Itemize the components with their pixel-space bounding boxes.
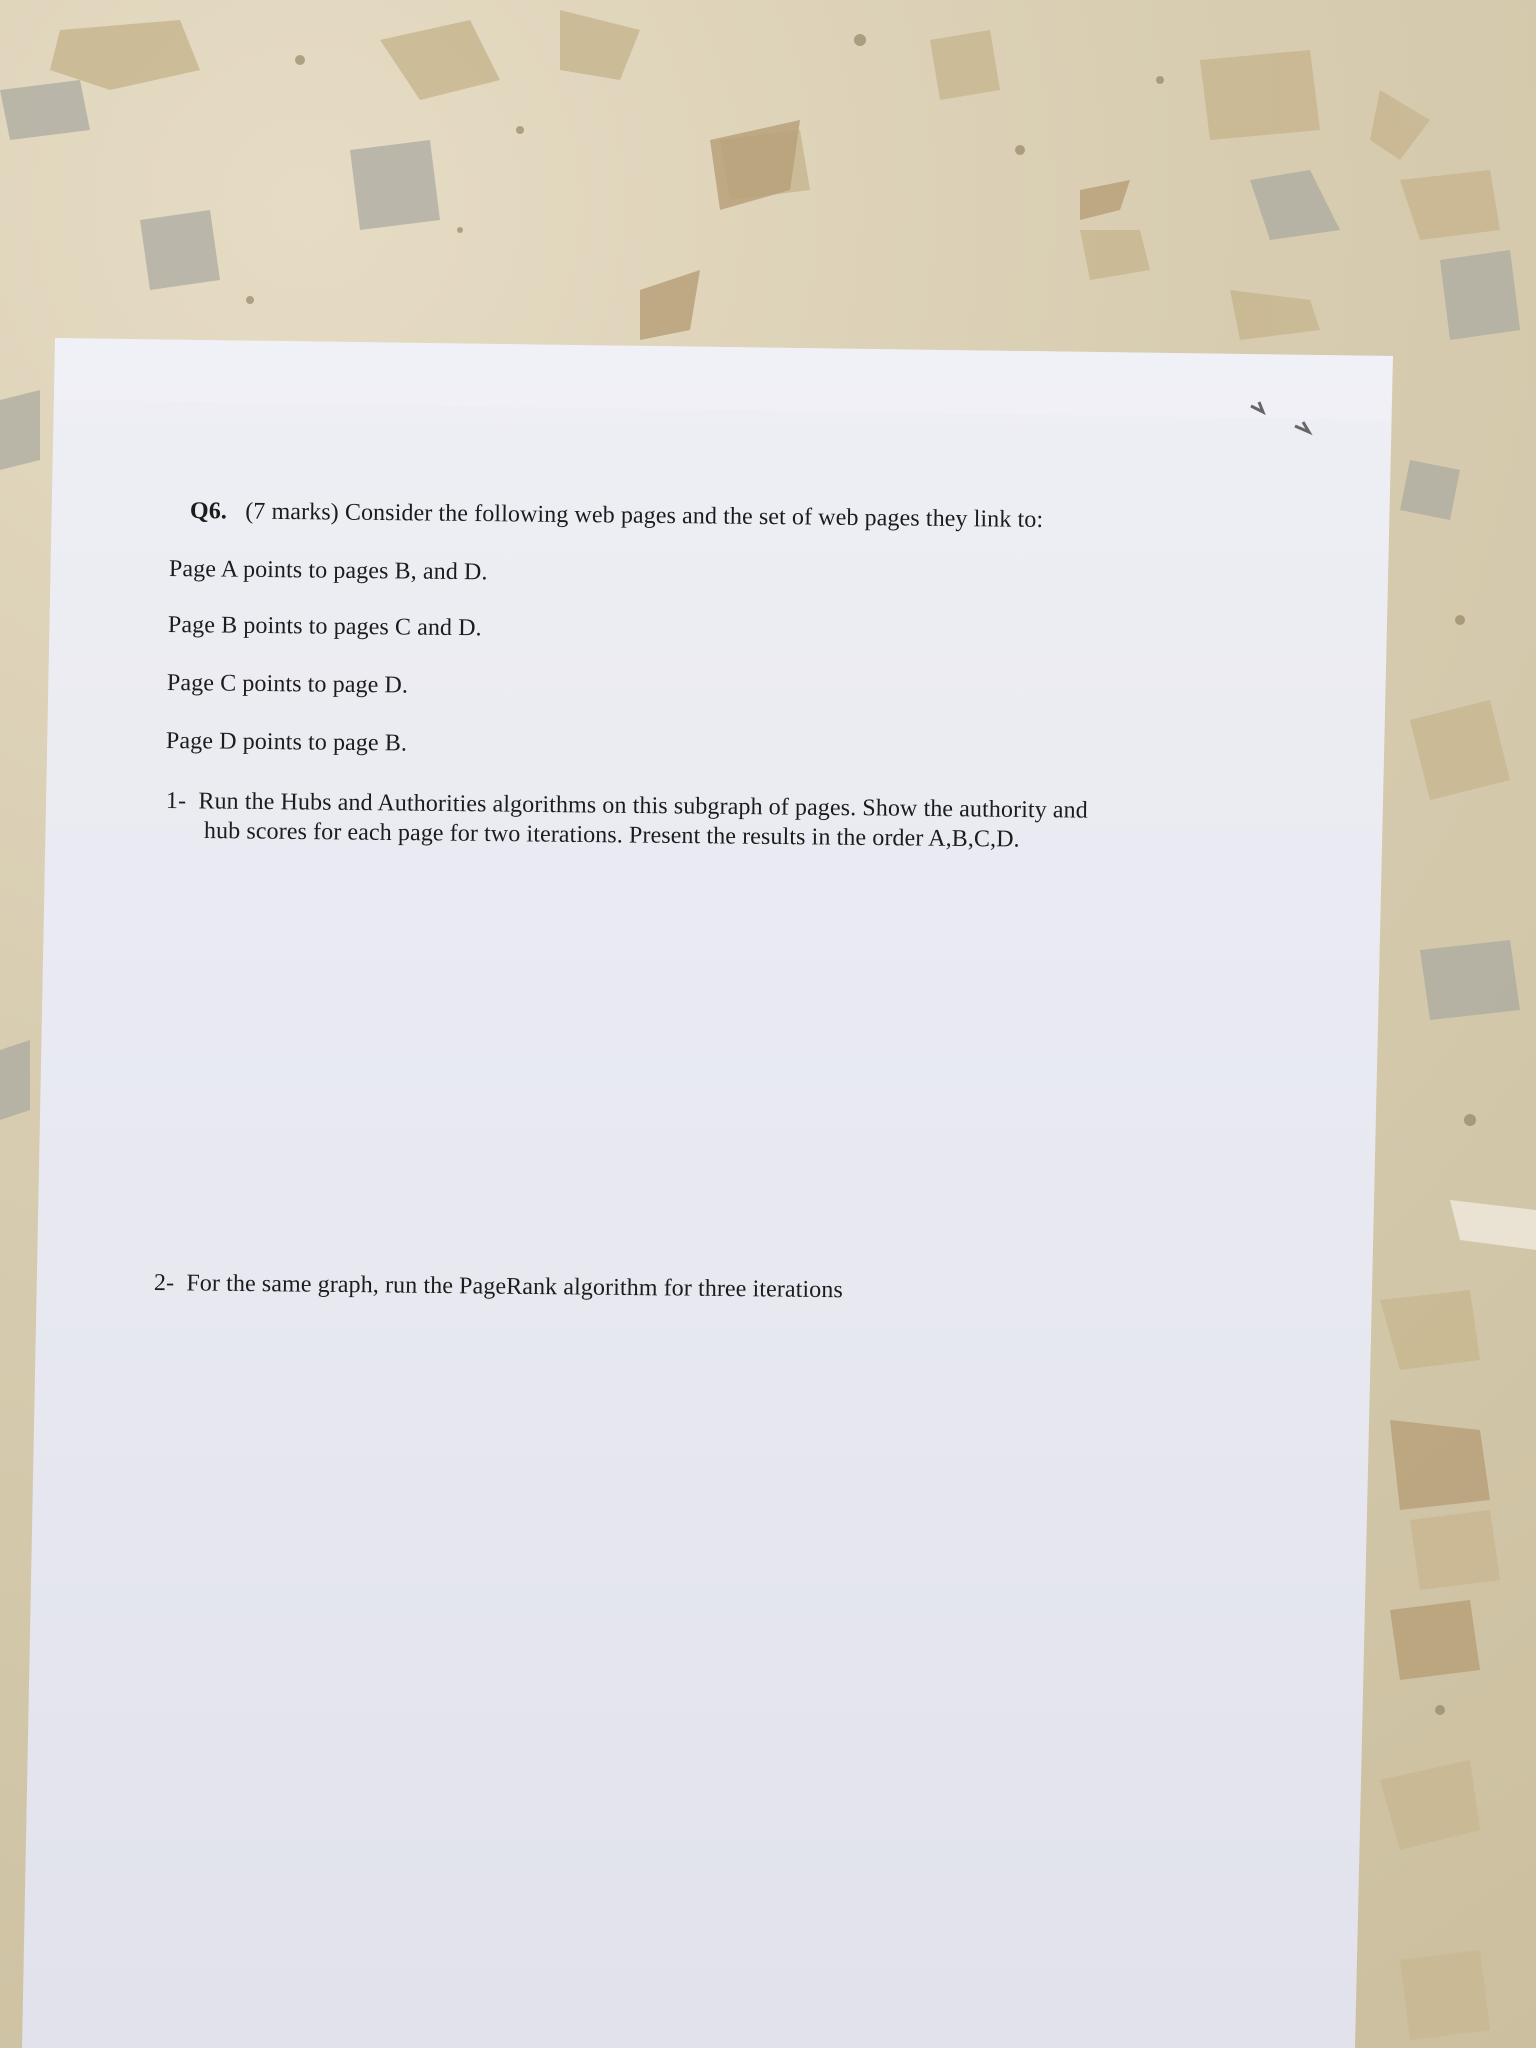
question-number: Q6. [189, 498, 228, 525]
part-2-line-1: For the same graph, run the PageRank algorithm for three iterations [186, 1270, 844, 1304]
link-line-b: Page B points to pages C and D. [167, 612, 482, 642]
part-1-line-2: hub scores for each page for two iterations. Present the results in the order A,B,C,D. [203, 818, 1020, 853]
link-line-c: Page C points to page D. [166, 670, 409, 699]
part-2-number: 2- [153, 1270, 175, 1297]
part-1-number: 1- [165, 788, 187, 815]
part-1-line-1: Run the Hubs and Authorities algorithms on this subgraph of pages. Show the authority and [198, 788, 1088, 824]
question-intro: (7 marks) Consider the following web pages and the set of web pages they link to: [245, 498, 1044, 533]
bleed-through-text [60, 498, 65, 519]
link-line-a: Page A points to pages B, and D. [168, 556, 488, 586]
staple-icon [1245, 388, 1325, 448]
link-line-d: Page D points to page B. [165, 728, 408, 757]
